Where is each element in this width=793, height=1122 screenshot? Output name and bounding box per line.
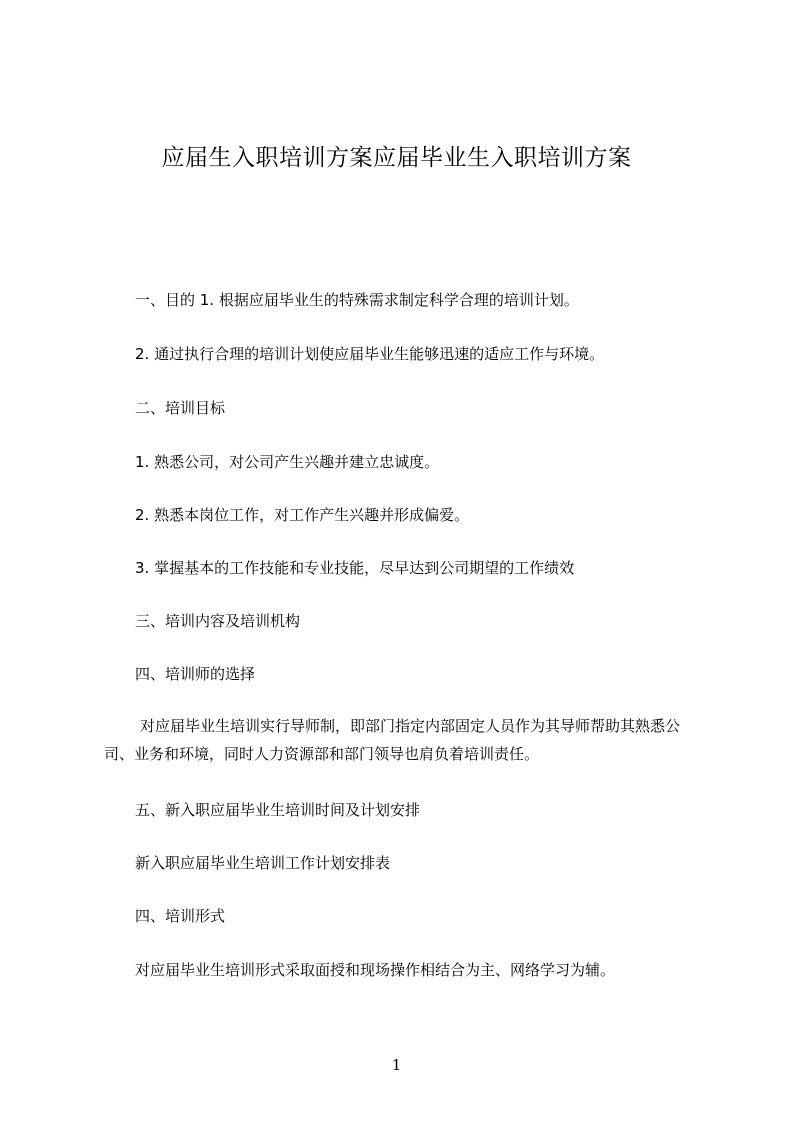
paragraph-training-format: 对应届毕业生培训形式采取面授和现场操作相结合为主、网络学习为辅。 [135,961,616,979]
heading-trainer-selection: 四、培训师的选择 [135,665,256,683]
paragraph-goal-3: 3. 掌握基本的工作技能和专业技能，尽早达到公司期望的工作绩效 [135,559,575,577]
paragraph-purpose-2: 2. 通过执行合理的培训计划使应届毕业生能够迅速的适应工作与环境。 [135,345,605,363]
paragraph-goal-2: 2. 熟悉本岗位工作，对工作产生兴趣并形成偏爱。 [135,506,470,524]
paragraph-schedule-table: 新入职应届毕业生培训工作计划安排表 [135,854,391,872]
page-number: 1 [391,1056,402,1074]
paragraph-goal-1: 1. 熟悉公司，对公司产生兴趣并建立忠诚度。 [135,453,440,471]
heading-training-format: 四、培训形式 [135,907,226,925]
paragraph-purpose: 一、目的 1. 根据应届毕业生的特殊需求制定科学合理的培训计划。 [135,291,579,309]
paragraph-mentor-system: 对应届毕业生培训实行导师制，即部门指定内部固定人员作为其导师帮助其熟悉公司、业务和环境，同时人力资源部和部门领导也肩负着培训责任。 [104,717,681,763]
heading-schedule: 五、新入职应届毕业生培训时间及计划安排 [135,801,421,819]
heading-training-goals: 二、培训目标 [135,399,226,417]
document-title: 应届生入职培训方案应届毕业生入职培训方案 [161,145,632,171]
heading-training-content: 三、培训内容及培训机构 [135,612,301,630]
